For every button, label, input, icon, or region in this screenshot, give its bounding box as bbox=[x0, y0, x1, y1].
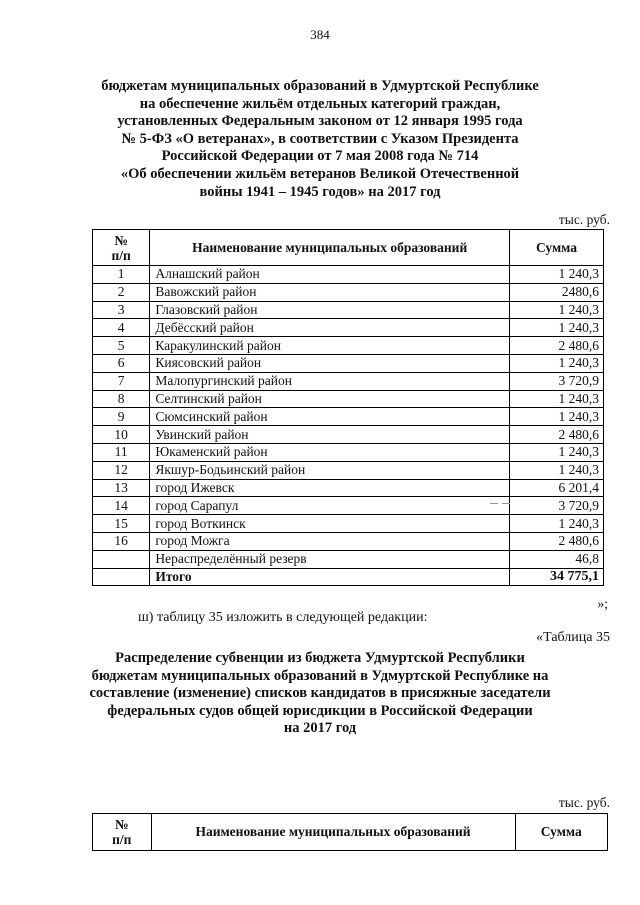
row-name: Малопургинский район bbox=[150, 372, 510, 390]
total-sum: 34 775,1 bbox=[509, 568, 603, 586]
table-row bbox=[93, 408, 604, 426]
row-number: 14 bbox=[93, 497, 150, 515]
table-35 bbox=[92, 813, 608, 851]
table-row bbox=[93, 532, 604, 550]
units-label: тыс. руб. bbox=[558, 212, 610, 227]
row-sum: 1 240,3 bbox=[509, 354, 603, 372]
row-sum: 2 480,6 bbox=[509, 532, 603, 550]
table-row bbox=[93, 479, 604, 497]
row-number: 5 bbox=[93, 337, 150, 355]
row-sum: 1 240,3 bbox=[509, 266, 603, 284]
table-header-row bbox=[93, 814, 608, 851]
page-number: 384 bbox=[310, 27, 330, 42]
row-number: 15 bbox=[93, 515, 150, 533]
scan-artifact bbox=[490, 491, 518, 493]
row-number: 3 bbox=[93, 301, 150, 319]
total-label: Итого bbox=[150, 568, 510, 586]
heading-line: № 5-ФЗ «О ветеранах», в соответствии с Указом Президента bbox=[121, 130, 519, 147]
row-sum: 1 240,3 bbox=[509, 301, 603, 319]
row-sum: 1 240,3 bbox=[509, 319, 603, 337]
row-sum: 2480,6 bbox=[509, 283, 603, 301]
table-row bbox=[93, 426, 604, 444]
row-sum: 2 480,6 bbox=[509, 426, 603, 444]
closing-quote: »; bbox=[597, 596, 608, 611]
column-header-name: Наименование муниципальных образований bbox=[151, 814, 515, 851]
heading-line: войны 1941 – 1945 годов» на 2017 год bbox=[199, 183, 441, 200]
row-number: 7 bbox=[93, 372, 150, 390]
row-number: 1 bbox=[93, 266, 150, 284]
row-number bbox=[93, 550, 150, 568]
table-35-heading bbox=[80, 650, 560, 738]
row-sum: 3 720,9 bbox=[509, 372, 603, 390]
row-sum: 1 240,3 bbox=[509, 443, 603, 461]
row-number: 4 bbox=[93, 319, 150, 337]
row-name: Киясовский район bbox=[150, 354, 510, 372]
row-name: Сюмсинский район bbox=[150, 408, 510, 426]
row-name: Глазовский район bbox=[150, 301, 510, 319]
heading-line: федеральных судов общей юрисдикции в Российской Федерации bbox=[107, 702, 533, 719]
column-header-number: № п/п bbox=[93, 814, 152, 851]
heading-line: Распределение субвенции из бюджета Удмуртской Республики bbox=[115, 650, 525, 666]
table-row bbox=[93, 515, 604, 533]
row-name: Селтинский район bbox=[150, 390, 510, 408]
row-sum: 1 240,3 bbox=[509, 515, 603, 533]
row-number: 11 bbox=[93, 443, 150, 461]
row-number: 9 bbox=[93, 408, 150, 426]
row-number: 13 bbox=[93, 479, 150, 497]
table-row bbox=[93, 301, 604, 319]
row-name: город Сарапул bbox=[150, 497, 510, 515]
row-number: 8 bbox=[93, 390, 150, 408]
table-header-row bbox=[93, 230, 604, 266]
table-row bbox=[93, 354, 604, 372]
row-name: Юкаменский район bbox=[150, 443, 510, 461]
row-number: 12 bbox=[93, 461, 150, 479]
row-name: Вавожский район bbox=[150, 283, 510, 301]
row-sum: 1 240,3 bbox=[509, 390, 603, 408]
row-number: 2 bbox=[93, 283, 150, 301]
table-row bbox=[93, 443, 604, 461]
units-label: тыс. руб. bbox=[558, 795, 610, 810]
table-label: «Таблица 35 bbox=[536, 630, 610, 645]
amendment-instruction: ш) таблицу 35 изложить в следующей редакции: bbox=[138, 610, 428, 625]
row-name: Якшур-Бодьинский район bbox=[150, 461, 510, 479]
table-row bbox=[93, 497, 604, 515]
row-sum: 6 201,4 bbox=[509, 479, 603, 497]
row-sum: 3 720,9 bbox=[509, 497, 603, 515]
column-header-sum: Сумма bbox=[509, 230, 603, 266]
heading-line: Российской Федерации от 7 мая 2008 года № 714 bbox=[161, 148, 479, 165]
row-name: город Ижевск bbox=[150, 479, 510, 497]
table-row bbox=[93, 319, 604, 337]
row-name: Алнашский район bbox=[150, 266, 510, 284]
column-header-name: Наименование муниципальных образований bbox=[150, 230, 510, 266]
table-row bbox=[93, 550, 604, 568]
row-number: 6 bbox=[93, 354, 150, 372]
row-sum: 46,8 bbox=[509, 550, 603, 568]
column-header-sum: Сумма bbox=[515, 814, 607, 851]
heading-line: бюджетам муниципальных образований в Удмуртской Республике bbox=[101, 78, 539, 94]
table-total-row bbox=[93, 568, 604, 586]
row-number: 16 bbox=[93, 532, 150, 550]
column-header-number: № п/п bbox=[93, 230, 150, 266]
section-heading bbox=[80, 78, 560, 201]
row-sum: 1 240,3 bbox=[509, 408, 603, 426]
heading-line: на обеспечение жильём отдельных категорий граждан, bbox=[139, 95, 501, 112]
row-number: 10 bbox=[93, 426, 150, 444]
table-row bbox=[93, 337, 604, 355]
row-number bbox=[93, 568, 150, 586]
row-name: город Можга bbox=[150, 532, 510, 550]
heading-line: бюджетам муниципальных образований в Удмуртской Республике на bbox=[91, 667, 549, 684]
row-name: город Воткинск bbox=[150, 515, 510, 533]
distribution-table bbox=[92, 229, 604, 586]
row-name: Нераспределённый резерв bbox=[150, 550, 510, 568]
table-row bbox=[93, 283, 604, 301]
table-row bbox=[93, 390, 604, 408]
table-row bbox=[93, 372, 604, 390]
row-name: Увинский район bbox=[150, 426, 510, 444]
row-sum: 1 240,3 bbox=[509, 461, 603, 479]
row-sum: 2 480,6 bbox=[509, 337, 603, 355]
heading-line: составление (изменение) списков кандидатов в присяжные заседатели bbox=[89, 685, 551, 702]
table-row bbox=[93, 266, 604, 284]
row-name: Каракулинский район bbox=[150, 337, 510, 355]
heading-line: установленных Федеральным законом от 12 января 1995 года bbox=[117, 113, 523, 130]
table-row bbox=[93, 461, 604, 479]
heading-line: на 2017 год bbox=[283, 720, 357, 737]
row-name: Дебёсский район bbox=[150, 319, 510, 337]
heading-line: «Об обеспечении жильём ветеранов Великой Отечественной bbox=[120, 165, 520, 182]
